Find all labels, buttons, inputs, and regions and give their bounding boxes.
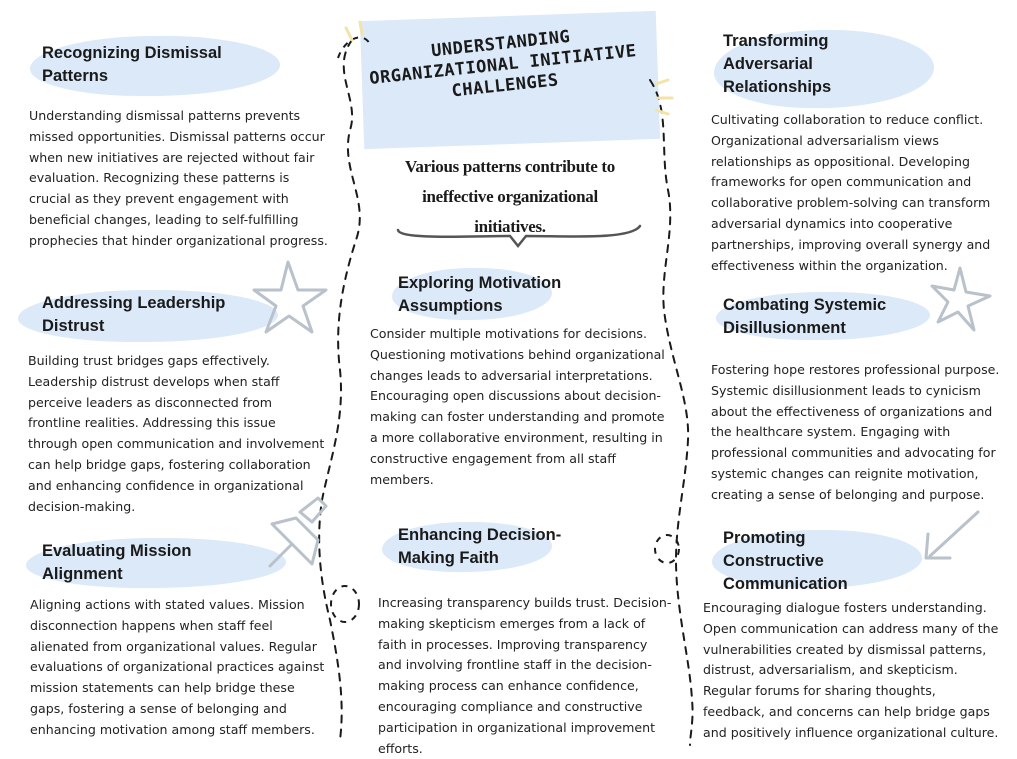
page-title: UNDERSTANDING ORGANIZATIONAL INITIATIVE CHALLENGES [368,26,638,102]
text-mission-alignment: Aligning actions with stated values. Mission disconnection happens when staff feel alienated from organizational values. Regular evaluations of organizational practices against mission statements can help bridge these gaps, fostering a sense of belonging and enhancing motivation among staff members. [30,597,325,737]
text-motivation-assumptions: Consider multiple motivations for decisions. Questioning motivations behind organizational changes leads to adversarial interpretations. Encouraging open discussions about decision-making can foster understanding and promote a more collaborative environment, resulting in constructive engagement from all staff members. [370,326,665,487]
burst-doodle [932,268,990,330]
text-decision-making-faith: Increasing transparency builds trust. Decision-making skepticism emerges from a lack of faith in processes. Improving transparency and involving frontline staff in the decision-making process can enhance confidence, encouraging compliance and constructive participation in organizational improvement efforts. [378,595,672,756]
heading-dismissal-patterns: Recognizing Dismissal Patterns [42,44,222,85]
text-dismissal-patterns: Understanding dismissal patterns prevents missed opportunities. Dismissal patterns occur when new initiatives are rejected without fair evaluation. Recognizing these patterns is crucial as they prevent engagement with beneficial changes, leading to self-fulfilling prophecies that hinder organizational progress. [29,108,328,248]
dashed-loop-right [655,535,679,563]
heading-adversarial-relationships: Transforming Adversarial Relationships [723,32,832,96]
arrow-doodle [926,512,978,558]
text-leadership-distrust: Building trust bridges gaps effectively. Leadership distrust develops when staff perceive leaders as disconnected from frontline realities. Addressing this issue through open communication and involvement can help bridge gaps, fostering collaboration and enhancing confidence in organizational decision-making. [28,353,325,514]
heading-motivation-assumptions: Exploring Motivation Assumptions [398,274,562,315]
heading-decision-making-faith: Enhancing Decision-Making Faith [398,526,562,567]
heading-constructive-communication: Promoting Constructive Communication [723,529,848,593]
heading-leadership-distrust: Addressing Leadership Distrust [42,294,226,335]
text-adversarial-relationships: Cultivating collaboration to reduce conflict. Organizational adversarialism views relationships as oppositional. Developing frameworks for open communication and collaborative problem-solving can transform adversarial dynamics into cooperative partnerships, improving overall synergy and effectiveness within the organization. [711,112,991,273]
heading-mission-alignment: Evaluating Mission Alignment [42,542,192,583]
heading-systemic-disillusionment: Combating Systemic Disillusionment [723,296,887,337]
dashed-loop-left [331,586,359,622]
text-constructive-communication: Encouraging dialogue fosters understanding. Open communication can address many of the vulnerabilities created by dismissal patterns, distrust, adversarialism, and skepticism. Regular forums for sharing thoughts, feedback, and concerns can help bridge gaps and positively influence organizational culture. [703,600,999,740]
text-systemic-disillusionment: Fostering hope restores professional purpose. Systemic disillusionment leads to cynicism about the effectiveness of organizations and the healthcare system. Engaging with professional communities and advocating for systemic changes can reignite motivation, creating a sense of belonging and purpose. [711,362,1000,502]
page-subtitle: Various patterns contribute to ineffective organizational initiatives. [405,157,615,236]
